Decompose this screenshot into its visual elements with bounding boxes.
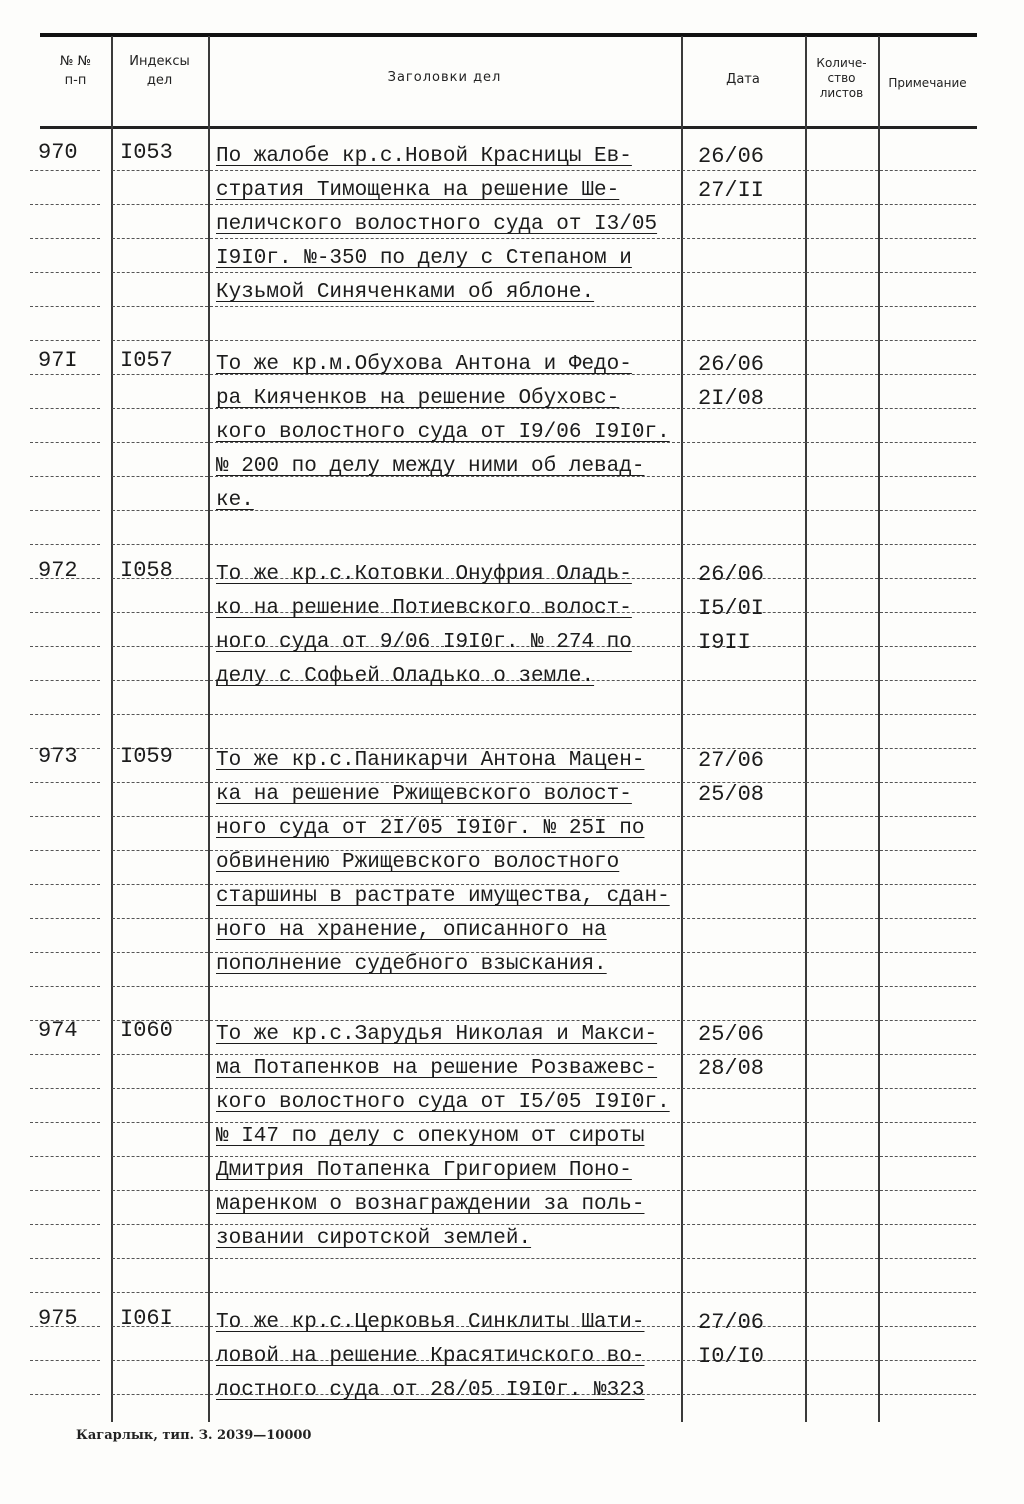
entry-dates	[698, 348, 764, 416]
entry-title-line: ко на решение Потиевского волост-	[216, 597, 632, 620]
ruled-line	[30, 850, 100, 851]
ruled-line	[30, 1088, 100, 1089]
ruled-line	[880, 850, 976, 851]
ruled-line	[112, 1292, 208, 1293]
ruled-line	[30, 680, 100, 681]
ruled-line	[682, 1258, 806, 1259]
ruled-line	[806, 578, 878, 579]
entry-title-line: ловой на решение Красятичского во-	[216, 1345, 645, 1368]
ruled-line	[112, 1088, 208, 1089]
ruled-line	[30, 1292, 100, 1293]
ruled-line	[682, 680, 806, 681]
ruled-line	[880, 1122, 976, 1123]
entry-title	[216, 1306, 696, 1408]
ruled-line	[880, 714, 976, 715]
entry-title-line: пеличского волостного суда от I3/05	[216, 213, 658, 236]
entry-title-line: кого волостного суда от I5/05 I9I0г.	[216, 1091, 670, 1114]
ruled-line	[30, 1156, 100, 1157]
ruled-line	[806, 850, 878, 851]
ruled-line	[30, 782, 100, 783]
ruled-line	[806, 884, 878, 885]
ruled-line	[880, 204, 976, 205]
ruled-line	[112, 1360, 208, 1361]
entry-date: I9II	[698, 630, 751, 655]
ruled-line	[30, 612, 100, 613]
ruled-line	[806, 714, 878, 715]
ruled-line	[880, 1190, 976, 1191]
ruled-line	[112, 1122, 208, 1123]
ruled-line	[112, 680, 208, 681]
ruled-line	[806, 1054, 878, 1055]
ruled-line	[880, 442, 976, 443]
entry-title-line: ра Кияченков на решение Обуховс-	[216, 387, 620, 410]
ruled-line	[112, 510, 208, 511]
entry-title-line: ма Потапенков на решение Розважевс-	[216, 1057, 658, 1080]
header-count-label-3: листов	[819, 86, 864, 100]
header-count-label-2: ство	[827, 71, 856, 85]
entry-number: 972	[38, 558, 78, 583]
ruled-line	[682, 510, 806, 511]
ruled-line	[880, 306, 976, 307]
entry-date: 25/06	[698, 1022, 765, 1047]
ruled-line	[30, 442, 100, 443]
ruled-line	[30, 510, 100, 511]
ruled-line	[682, 306, 806, 307]
header-index-label: Индексы	[129, 54, 190, 69]
ruled-line	[30, 306, 100, 307]
entry-date: 26/06	[698, 562, 765, 587]
ruled-line	[880, 1020, 976, 1021]
ruled-line	[880, 884, 976, 885]
ruled-line	[806, 612, 878, 613]
ruled-line	[880, 952, 976, 953]
entry-dates	[698, 1018, 764, 1086]
ruled-line	[806, 748, 878, 749]
ruled-line	[30, 238, 100, 239]
entry-number: 97I	[38, 348, 78, 373]
entry-title-line: Кузьмой Синяченками об яблоне.	[216, 281, 595, 304]
ruled-line	[806, 680, 878, 681]
entry-number: 975	[38, 1306, 78, 1331]
entry-title-line: обвинению Ржищевского волостного	[216, 851, 620, 874]
ruled-line	[880, 170, 976, 171]
ruled-line	[806, 1156, 878, 1157]
ruled-line	[682, 1224, 806, 1225]
ruled-line	[112, 612, 208, 613]
entry-title-line: Дмитрия Потапенка Григорием Поно-	[216, 1159, 632, 1182]
ruled-line	[806, 1020, 878, 1021]
ruled-line	[682, 1088, 806, 1089]
ruled-line	[682, 918, 806, 919]
entry-title	[216, 348, 696, 518]
ruled-line	[880, 1054, 976, 1055]
entry-title-line: маренком о вознаграждении за поль-	[216, 1193, 645, 1216]
ruled-line	[112, 986, 208, 987]
entry-title-line: лостного суда от 28/05 I9I0г. №323	[216, 1379, 645, 1402]
entry-title-line: То же кр.с.Котовки Онуфрия Оладь-	[216, 563, 632, 586]
ruled-line	[880, 1292, 976, 1293]
ruled-line	[880, 374, 976, 375]
entry-title-line: зовании сиротской землей.	[216, 1227, 532, 1250]
ruled-line	[30, 170, 100, 171]
ruled-line	[806, 1326, 878, 1327]
entry-title-line: По жалобе кр.с.Новой Красницы Ев-	[216, 145, 632, 168]
ruled-line	[806, 1224, 878, 1225]
ruled-line	[880, 1156, 976, 1157]
ruled-line	[30, 884, 100, 885]
ruled-line	[806, 986, 878, 987]
entry-title	[216, 1018, 696, 1256]
ruled-line	[112, 850, 208, 851]
ruled-line	[806, 918, 878, 919]
ruled-line	[30, 1394, 100, 1395]
ruled-line	[880, 238, 976, 239]
ruled-line	[806, 544, 878, 545]
ruled-line	[112, 340, 208, 341]
ruled-line	[806, 1258, 878, 1259]
ruled-line	[30, 1224, 100, 1225]
ruled-line	[112, 544, 208, 545]
ruled-line	[30, 1258, 100, 1259]
entry-title-line: стратия Тимощенка на решение Ше-	[216, 179, 620, 202]
entry-title-line: ке.	[216, 489, 254, 512]
ruled-line	[112, 1224, 208, 1225]
ruled-line	[880, 986, 976, 987]
ruled-line	[682, 340, 806, 341]
ruled-line	[112, 170, 208, 171]
ruled-line	[806, 952, 878, 953]
entry-title-line: № 200 по делу между ними об левад-	[216, 455, 645, 478]
entry-index: I058	[120, 558, 173, 583]
entry-date: 27/II	[698, 178, 765, 203]
ruled-line	[682, 476, 806, 477]
ruled-line	[806, 374, 878, 375]
ruled-line	[112, 884, 208, 885]
header-index-sublabel: дел	[146, 73, 173, 88]
ruled-line	[30, 714, 100, 715]
ruled-line	[210, 340, 680, 341]
ruled-line	[880, 1258, 976, 1259]
ruled-line	[806, 1394, 878, 1395]
entry-title-line: ного суда от 9/06 I9I0г. № 274 по	[216, 631, 632, 654]
entry-title-line: То же кр.с.Зарудья Николая и Макси-	[216, 1023, 658, 1046]
ruled-line	[112, 1054, 208, 1055]
ruled-line	[112, 816, 208, 817]
ruled-line	[30, 1360, 100, 1361]
entry-dates	[698, 140, 764, 208]
ruled-line	[112, 1258, 208, 1259]
ruled-line	[210, 714, 680, 715]
ruled-line	[682, 1122, 806, 1123]
ruled-line	[880, 578, 976, 579]
entry-title-line: № I47 по делу с опекуном от сироты	[216, 1125, 645, 1148]
ruled-line	[880, 748, 976, 749]
ruled-line	[880, 340, 976, 341]
ruled-line	[806, 204, 878, 205]
entry-title-line: ного суда от 2I/05 I9I0г. № 25I по	[216, 817, 645, 840]
entry-title-line: кого волостного суда от I9/06 I9I0г.	[216, 421, 670, 444]
ruled-line	[30, 1190, 100, 1191]
ruled-line	[30, 544, 100, 545]
header-date-column: Дата	[726, 72, 760, 87]
ruled-line	[30, 476, 100, 477]
ruled-line	[806, 1360, 878, 1361]
ruled-line	[682, 816, 806, 817]
entry-dates	[698, 1306, 764, 1374]
entry-title	[216, 744, 696, 982]
ruled-line	[210, 986, 680, 987]
header-count-label-1: Количе-	[816, 56, 867, 70]
header-number-sublabel: п-п	[64, 73, 87, 88]
entry-title-line: То же кр.с.Церковья Синклиты Шати-	[216, 1311, 645, 1334]
ruled-line	[30, 646, 100, 647]
entry-index: I053	[120, 140, 173, 165]
ruled-line	[112, 408, 208, 409]
header-number-label: № №	[59, 54, 92, 69]
ruled-line	[112, 782, 208, 783]
ruled-line	[112, 952, 208, 953]
ruled-line	[880, 272, 976, 273]
ruled-line	[112, 646, 208, 647]
entry-index: I059	[120, 744, 173, 769]
entry-index: I060	[120, 1018, 173, 1043]
ruled-line	[682, 272, 806, 273]
ruled-line	[112, 374, 208, 375]
entry-date: I5/0I	[698, 596, 765, 621]
entry-date: 26/06	[698, 144, 765, 169]
entry-title-line: делу с Софьей Оладько о земле.	[216, 665, 595, 688]
header-title-column: Заголовки дел	[387, 70, 502, 85]
ruled-line	[880, 680, 976, 681]
entry-date: 26/06	[698, 352, 765, 377]
entry-number: 973	[38, 744, 78, 769]
ruled-line	[210, 1258, 680, 1259]
ruled-line	[682, 238, 806, 239]
ruled-line	[806, 1292, 878, 1293]
ruled-line	[682, 952, 806, 953]
entry-date: 2I/08	[698, 386, 765, 411]
ruled-line	[112, 1190, 208, 1191]
ruled-line	[806, 170, 878, 171]
ruled-line	[880, 1360, 976, 1361]
ruled-line	[112, 204, 208, 205]
entry-index: I06I	[120, 1306, 173, 1331]
ruled-line	[682, 442, 806, 443]
ruled-line	[806, 306, 878, 307]
entry-title-line: То же кр.с.Паникарчи Антона Мацен-	[216, 749, 645, 772]
ruled-line	[806, 408, 878, 409]
ruled-line	[806, 442, 878, 443]
ruled-line	[30, 408, 100, 409]
ruled-line	[880, 476, 976, 477]
ruled-line	[30, 816, 100, 817]
ruled-line	[682, 850, 806, 851]
entry-dates	[698, 558, 764, 660]
ruled-line	[682, 1156, 806, 1157]
ruled-line	[880, 408, 976, 409]
entry-title-line: пополнение судебного взыскания.	[216, 953, 607, 976]
entry-date: I0/I0	[698, 1344, 765, 1369]
ruled-line	[682, 1394, 806, 1395]
entry-dates	[698, 744, 764, 812]
ruled-line	[30, 374, 100, 375]
ruled-line	[30, 272, 100, 273]
entry-title	[216, 140, 696, 310]
entry-date: 28/08	[698, 1056, 765, 1081]
entry-title-line: I9I0г. №-350 по делу с Степаном и	[216, 247, 632, 270]
ruled-line	[682, 1292, 806, 1293]
ruled-line	[112, 918, 208, 919]
ruled-line	[806, 646, 878, 647]
ruled-line	[806, 510, 878, 511]
ruled-line	[30, 1054, 100, 1055]
ruled-line	[880, 1326, 976, 1327]
ruled-line	[880, 1088, 976, 1089]
ruled-line	[880, 782, 976, 783]
ruled-line	[806, 1190, 878, 1191]
ruled-line	[682, 884, 806, 885]
ruled-line	[682, 714, 806, 715]
entry-title-line: То же кр.м.Обухова Антона и Федо-	[216, 353, 632, 376]
ruled-line	[112, 1394, 208, 1395]
header-note-column: Примечание	[888, 76, 967, 90]
ruled-line	[880, 816, 976, 817]
ruled-line	[806, 782, 878, 783]
ruled-line	[112, 238, 208, 239]
ruled-line	[30, 952, 100, 953]
ruled-line	[112, 1156, 208, 1157]
ruled-line	[112, 714, 208, 715]
ruled-line	[806, 816, 878, 817]
ruled-line	[880, 612, 976, 613]
ruled-line	[112, 306, 208, 307]
entry-date: 25/08	[698, 782, 765, 807]
ruled-line	[806, 272, 878, 273]
printer-imprint: Кагарлык, тип. З. 2039—10000	[76, 1428, 312, 1443]
entry-date: 27/06	[698, 1310, 765, 1335]
ruled-line	[880, 918, 976, 919]
ruled-line	[806, 1088, 878, 1089]
ruled-line	[210, 1292, 680, 1293]
ruled-line	[880, 1394, 976, 1395]
ruled-line	[30, 1122, 100, 1123]
ruled-line	[880, 510, 976, 511]
ruled-line	[880, 1224, 976, 1225]
ruled-line	[112, 442, 208, 443]
ruled-line	[806, 238, 878, 239]
entry-title-line: старшины в растрате имущества, сдан-	[216, 885, 670, 908]
ruled-line	[30, 918, 100, 919]
ruled-line	[806, 1122, 878, 1123]
entry-date: 27/06	[698, 748, 765, 773]
entry-title-line: ка на решение Ржищевского волост-	[216, 783, 632, 806]
ruled-line	[112, 476, 208, 477]
ruled-line	[30, 986, 100, 987]
entry-number: 970	[38, 140, 78, 165]
ruled-line	[30, 204, 100, 205]
ruled-line	[682, 544, 806, 545]
ruled-line	[112, 272, 208, 273]
ruled-line	[210, 544, 680, 545]
entry-number: 974	[38, 1018, 78, 1043]
entry-index: I057	[120, 348, 173, 373]
ruled-line	[30, 340, 100, 341]
ruled-line	[682, 986, 806, 987]
entry-title-line: ного на хранение, описанного на	[216, 919, 607, 942]
ruled-line	[806, 340, 878, 341]
ruled-line	[880, 544, 976, 545]
ruled-line	[880, 646, 976, 647]
ruled-line	[806, 476, 878, 477]
entry-title	[216, 558, 696, 694]
ruled-line	[682, 1190, 806, 1191]
